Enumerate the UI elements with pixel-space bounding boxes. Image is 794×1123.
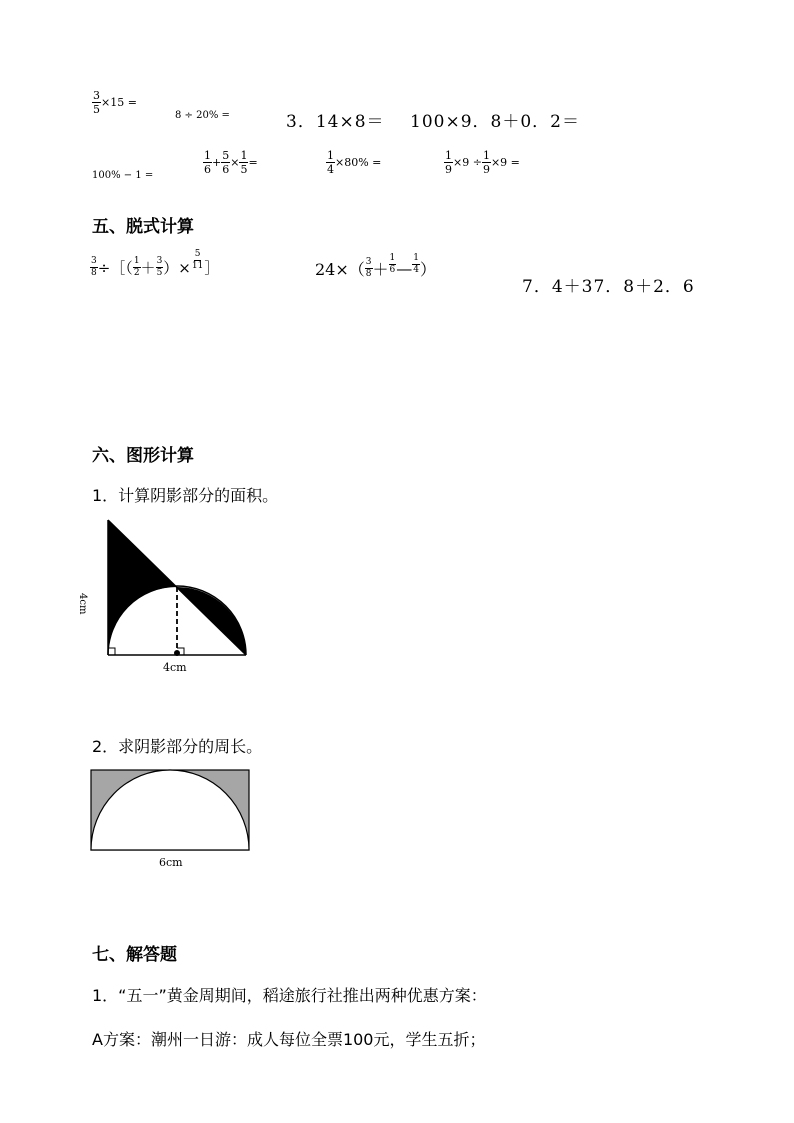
plan-a: A方案：潮州一日游：成人每位全票100元，学生五折； <box>92 1030 486 1049</box>
oral-calc-8: $\frac{1}{9}$ ×9 ÷ $\frac{1}{9}$ ×9 = <box>445 149 520 176</box>
oral-calc-6: $\frac{1}{6}$ + $\frac{5}{6}$ × $\frac{1}{5}$ = <box>204 149 258 176</box>
section-7-title: 七、解答题 <box>92 945 177 965</box>
oral-calc-2: 8 ÷ 20% = <box>175 110 230 121</box>
step-calc-1: $\frac{3}{8}$ ÷［（ $\frac{1}{2}$ ＋ $\frac{3}{5}$ ）× $\frac{5}{11}$ ］ <box>91 249 220 278</box>
figure-2-bottom-label: 6cm <box>159 856 183 869</box>
question-7-1: 1．“五一”黄金周期间，稻途旅行社推出两种优惠方案： <box>92 986 487 1005</box>
question-6-2: 2．求阴影部分的周长。 <box>92 737 263 756</box>
figure-1-left-label: 4cm <box>77 593 88 615</box>
oral-calc-5: 100% − 1 = <box>92 170 154 181</box>
shaded-region-left <box>108 520 177 655</box>
question-6-1: 1．计算阴影部分的面积。 <box>92 486 279 505</box>
section-6-title: 六、图形计算 <box>92 446 194 466</box>
oral-calc-7: $\frac{1}{4}$ ×80% = <box>327 149 382 176</box>
figure-shaded-area <box>85 515 260 680</box>
oral-calc-1: $\frac{3}{5}$ ×15 = <box>93 89 137 116</box>
figure-1-bottom-label: 4cm <box>163 661 187 674</box>
step-calc-3: 7．4＋37．8＋2．6 <box>522 277 695 297</box>
oral-calc-3: 3．14×8＝ <box>286 112 385 132</box>
step-calc-2: 24×（ $\frac{3}{8}$ ＋ $\frac{1}{6}$ — $\frac{1}{4}$ ） <box>315 253 437 279</box>
oral-calc-4: 100×9．8＋0．2＝ <box>410 112 580 132</box>
figure-shaded-perimeter <box>90 769 252 853</box>
section-5-title: 五、脱式计算 <box>92 217 194 237</box>
